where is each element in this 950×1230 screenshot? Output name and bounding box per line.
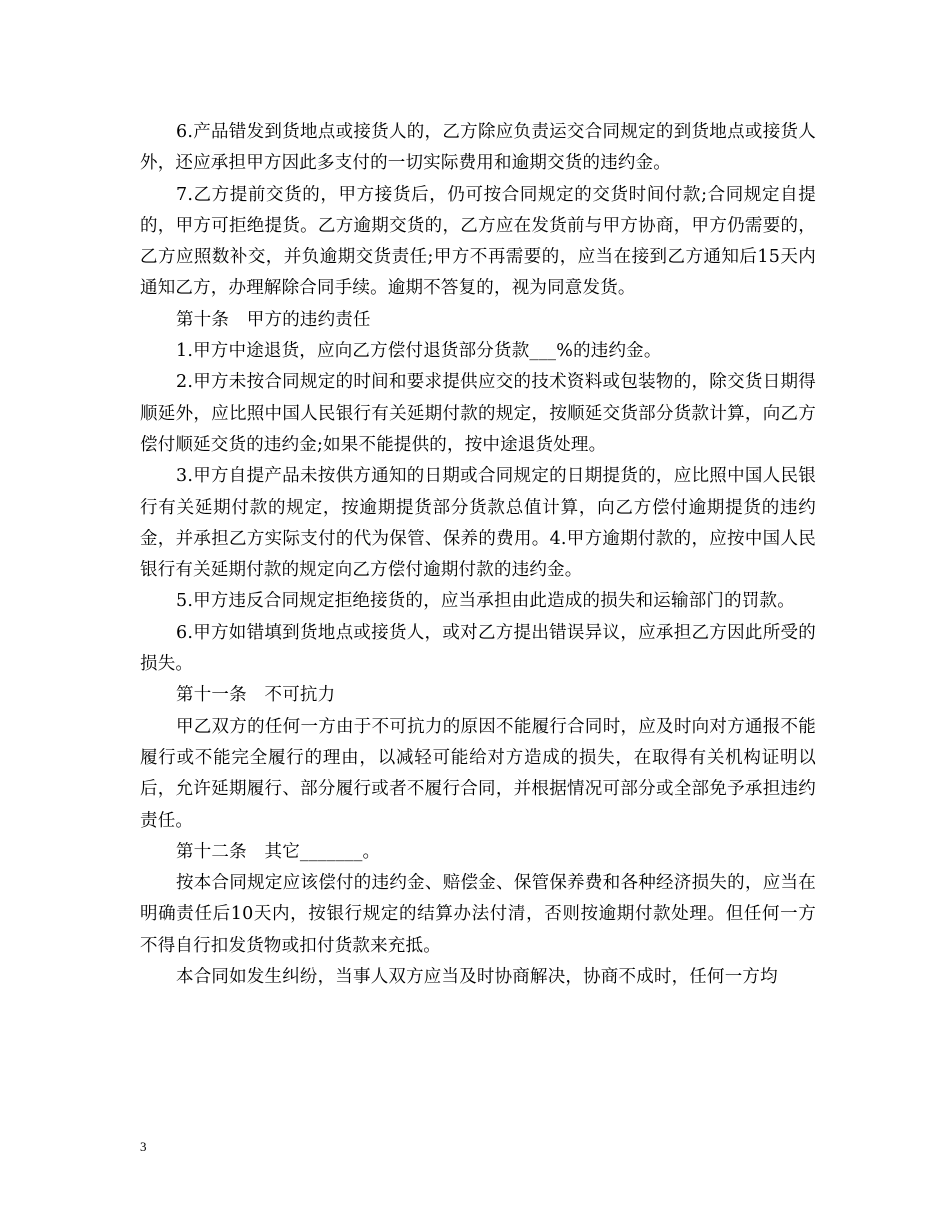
- paragraph-article-12-payment: 按本合同规定应该偿付的违约金、赔偿金、保管保养费和各种经济损失的，应当在明确责任后10天内，按银行规定的结算办法付清，否则按逾期付款处理。但任何一方不得自行扣发货物或扣付货款来充抵。: [140, 873, 816, 956]
- heading-article-10: 第十条 甲方的违约责任: [176, 309, 371, 330]
- paragraph-article-11: 甲乙双方的任何一方由于不可抗力的原因不能履行合同时，应及时向对方通报不能履行或不能完全履行的理由，以减轻可能给对方造成的损失，在取得有关机构证明以后，允许延期履行、部分履行或者不履行合同，并根据情况可部分或全部免予承担违约责任。: [140, 716, 816, 831]
- heading-article-11: 第十一条 不可抗力: [176, 685, 336, 706]
- paragraph-article-10-item-1: 1.甲方中途退货，应向乙方偿付退货部分货款___%的违约金。: [176, 341, 662, 362]
- page-number: 3: [140, 1139, 147, 1154]
- paragraph-article-10-item-5: 5.甲方违反合同规定拒绝接货的，应当承担由此造成的损失和运输部门的罚款。: [176, 591, 795, 612]
- paragraph-clause-9-item-7: 7.乙方提前交货的，甲方接货后，仍可按合同规定的交货时间付款;合同规定自提的，甲方可拒绝提货。乙方逾期交货的，乙方应在发货前与甲方协商，甲方仍需要的，乙方应照数补交，并负逾期交货责任;甲方不再需要的，应当在接到乙方通知后15天内通知乙方，办理解除合同手续。逾期不答复的，视为同意发货。: [140, 184, 816, 299]
- paragraph-article-10-item-3-4: 3.甲方自提产品未按供方通知的日期或合同规定的日期提货的，应比照中国人民银行有关延期付款的规定，按逾期提货部分货款总值计算，向乙方偿付逾期提货的违约金，并承担乙方实际支付的代为保管、保养的费用。4.甲方逾期付款的，应按中国人民银行有关延期付款的规定向乙方偿付逾期付款的违约金。: [140, 466, 816, 581]
- paragraph-clause-9-item-6: 6.产品错发到货地点或接货人的，乙方除应负责运交合同规定的到货地点或接货人外，还应承担甲方因此多支付的一切实际费用和逾期交货的违约金。: [140, 122, 816, 174]
- heading-article-12: 第十二条 其它_______。: [176, 841, 381, 862]
- paragraph-article-12-disputes: 本合同如发生纠纷，当事人双方应当及时协商解决，协商不成时，任何一方均: [176, 967, 778, 988]
- document-body: [140, 117, 816, 993]
- paragraph-article-10-item-2: 2.甲方未按合同规定的时间和要求提供应交的技术资料或包装物的，除交货日期得顺延外，应比照中国人民银行有关延期付款的规定，按顺延交货部分货款计算，向乙方偿付顺延交货的违约金;如果不能提供的，按中途退货处理。: [140, 372, 816, 455]
- paragraph-article-10-item-6: 6.甲方如错填到货地点或接货人，或对乙方提出错误异议，应承担乙方因此所受的损失。: [140, 622, 816, 675]
